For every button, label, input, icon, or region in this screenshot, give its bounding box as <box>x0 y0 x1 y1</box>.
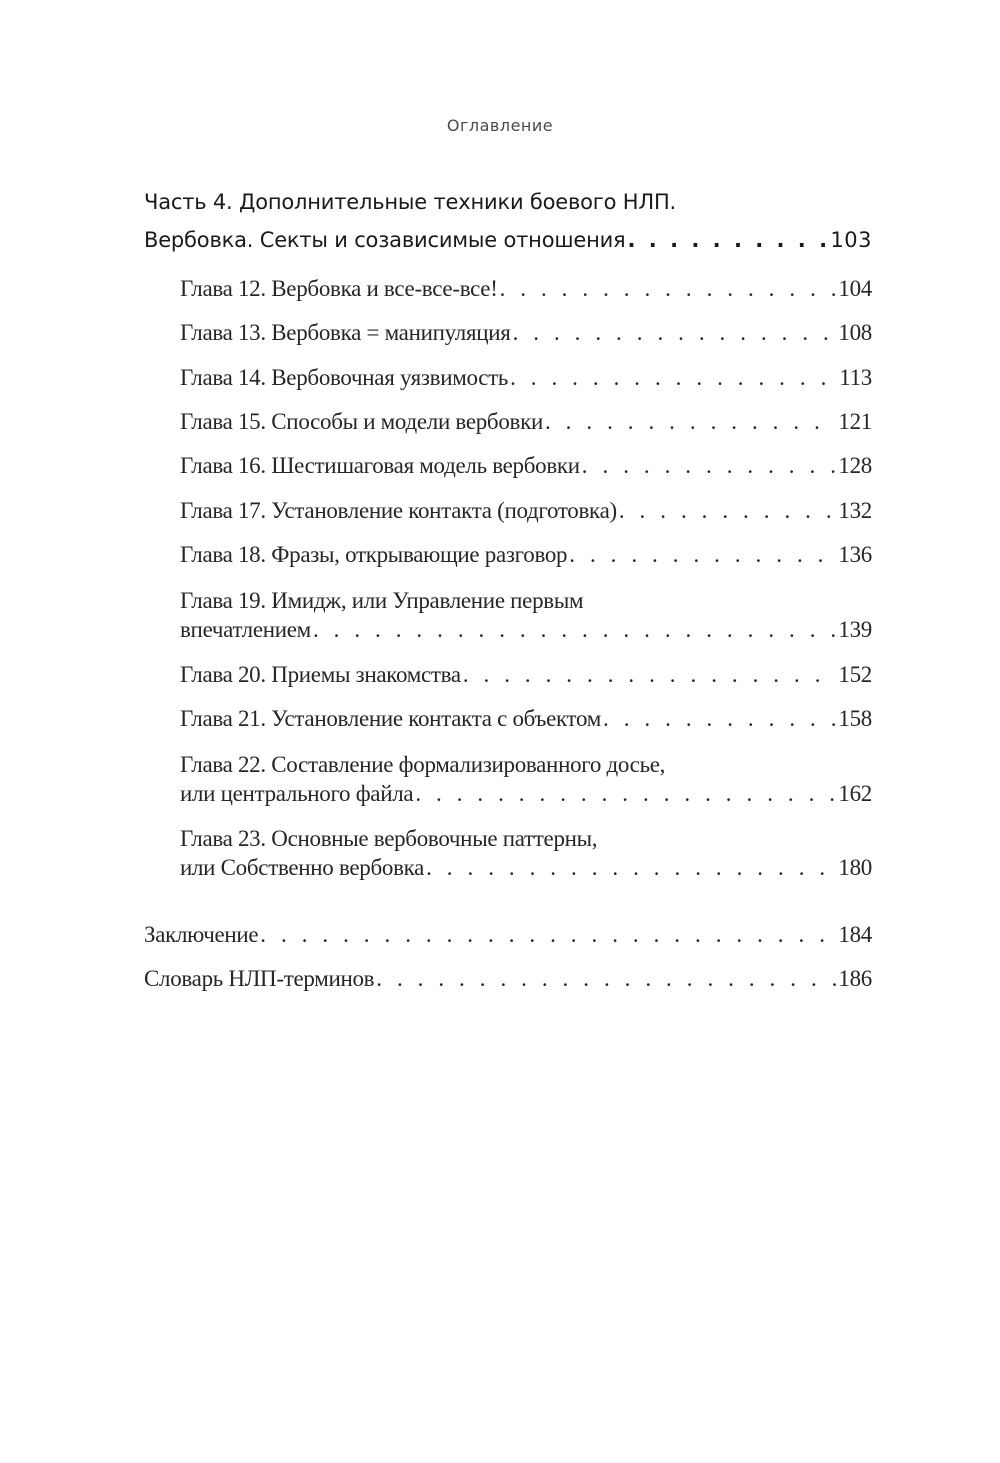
page-number: 132 <box>838 498 872 523</box>
page-number: 139 <box>838 617 872 642</box>
part-title-text: Вербовка. Секты и созависимые отношения <box>144 228 626 252</box>
chapter-title: Глава 20. Приемы знакомства <box>180 662 461 687</box>
page-number: 152 <box>838 662 872 687</box>
entry-title: Словарь НЛП-терминов <box>144 966 375 991</box>
page-number: 162 <box>838 781 872 806</box>
page-number: 113 <box>839 365 872 390</box>
chapter-title-line1: Глава 19. Имидж, или Управление первым <box>180 588 584 613</box>
page-number: 108 <box>838 320 872 345</box>
page-number: 104 <box>838 276 872 301</box>
chapter-title: Глава 16. Шестишаговая модель вербовки <box>180 453 580 478</box>
page-number: 136 <box>838 542 872 567</box>
chapter-title: Глава 14. Вербовочная уязвимость <box>180 365 509 390</box>
running-head: Оглавление <box>446 116 554 135</box>
dot-leader <box>628 228 829 252</box>
dot-leader <box>376 966 836 992</box>
page-number: 158 <box>838 706 872 731</box>
dot-leader <box>545 409 836 435</box>
chapter-title-line1: Глава 23. Основные вербовочные паттерны, <box>180 826 598 851</box>
part-title-line2 <box>144 228 872 252</box>
page-number: 128 <box>838 453 872 478</box>
dot-leader <box>619 498 837 524</box>
chapter-title: Глава 12. Вербовка и все-все-все! <box>180 276 498 301</box>
chapter-title-line1: Глава 22. Составление формализированного досье, <box>180 752 666 777</box>
page-number: 180 <box>838 855 872 880</box>
dot-leader <box>510 365 837 391</box>
chapter-title: Глава 13. Вербовка = манипуляция <box>180 320 511 345</box>
dot-leader <box>569 542 836 568</box>
chapter-title: Глава 21. Установление контакта с объектом <box>180 706 602 731</box>
dot-leader <box>463 662 837 688</box>
chapter-title: Глава 17. Установление контакта (подготовка) <box>180 498 617 523</box>
dot-leader <box>260 922 836 948</box>
page-number: 186 <box>838 966 872 991</box>
dot-leader <box>415 781 836 807</box>
dot-leader <box>603 706 836 732</box>
chapter-title: Глава 18. Фразы, открывающие разговор <box>180 542 568 567</box>
page-number: 184 <box>838 922 872 947</box>
chapter-title: впечатлением <box>180 617 311 642</box>
dot-leader <box>582 453 837 479</box>
page-number: 121 <box>838 409 872 434</box>
chapter-title: или Собственно вербовка <box>180 855 425 880</box>
part-title-line1: Часть 4. Дополнительные техники боевого НЛП. <box>144 190 677 214</box>
entry-title: Заключение <box>144 922 259 947</box>
dot-leader <box>313 617 836 643</box>
dot-leader <box>513 320 837 346</box>
dot-leader <box>426 855 836 881</box>
page-number: 103 <box>830 228 872 252</box>
dot-leader <box>500 276 837 302</box>
chapter-title: или центрального файла <box>180 781 414 806</box>
chapter-title: Глава 15. Способы и модели вербовки <box>180 409 543 434</box>
